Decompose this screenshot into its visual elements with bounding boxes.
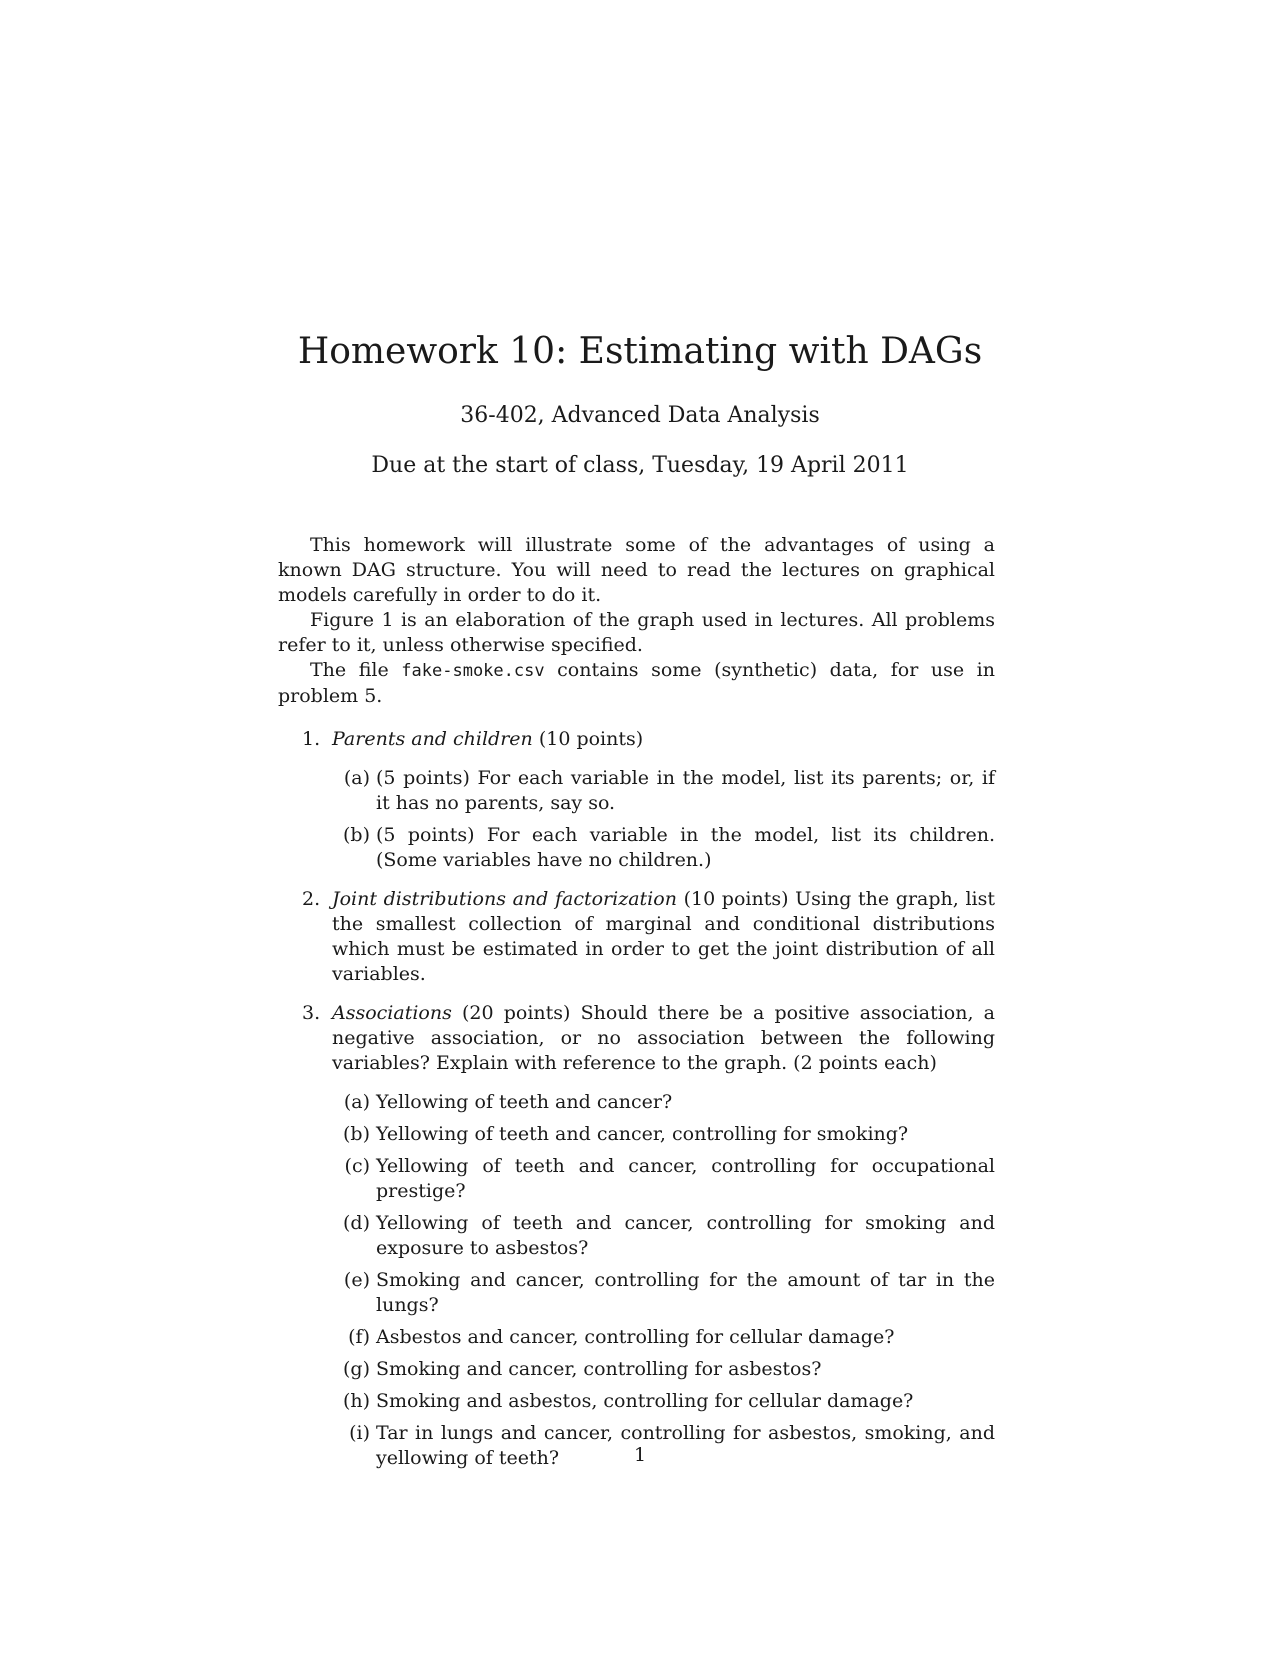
subquestion [332, 823, 995, 873]
question-topic: Joint distributions and factorization [332, 888, 677, 910]
subquestion-letter: (d) [343, 1212, 370, 1234]
subquestion-text: Asbestos and cancer, controlling for cellular damage? [376, 1326, 895, 1348]
subquestion-text: Smoking and cancer, controlling for asbestos? [376, 1358, 822, 1380]
question-topic: Parents and children [332, 728, 533, 750]
intro-paragraph-3 [278, 658, 995, 709]
subquestion [332, 766, 995, 816]
subquestion-letter: (c) [344, 1155, 370, 1177]
question-1 [278, 727, 995, 873]
course-line: 36-402, Advanced Data Analysis [460, 403, 820, 428]
subquestion [332, 1122, 995, 1147]
subquestion-letter: (h) [342, 1390, 370, 1412]
subquestion [332, 1090, 995, 1115]
subquestion-list [332, 1090, 995, 1471]
question-text: (10 points) [532, 728, 644, 750]
subquestion-letter: (a) [343, 767, 370, 789]
subquestion [332, 1154, 995, 1204]
page-number: 1 [633, 1444, 647, 1466]
intro-p3-before: The file [310, 659, 402, 681]
subquestion-letter: (a) [343, 1091, 370, 1113]
due-date-line: Due at the start of class, Tuesday, 19 April 2011 [371, 453, 909, 478]
subquestion-letter: (e) [343, 1269, 370, 1291]
subquestion [332, 1211, 995, 1261]
subquestion-list [332, 766, 995, 873]
question-text: (10 points) Using the graph, list the smallest collection of marginal and conditional distributions which must be estimated in order to get the joint distribution of all variables. [332, 888, 995, 985]
question-list [278, 727, 995, 1485]
intro-p3-after: contains some (synthetic) data, for use in problem 5. [278, 659, 995, 707]
question-number: 3. [302, 1002, 321, 1024]
intro-section [278, 533, 995, 709]
intro-paragraph-2: Figure 1 is an elaboration of the graph used in lectures. All problems refer to it, unless otherwise specified. [278, 609, 995, 656]
question-number: 2. [302, 888, 321, 910]
question-number: 1. [302, 728, 321, 750]
subquestion-text: Yellowing of teeth and cancer, controlling for occupational prestige? [376, 1155, 995, 1202]
question-2 [278, 887, 995, 987]
question-text: (20 points) Should there be a positive association, a negative association, or no association between the following variables? Explain with reference to the graph. (2 points each) [332, 1002, 995, 1074]
subquestion-letter: (i) [349, 1422, 370, 1444]
subquestion-text: Yellowing of teeth and cancer, controlling for smoking and exposure to asbestos? [376, 1212, 995, 1259]
data-filename: fake-smoke.csv [401, 661, 545, 681]
subquestion [332, 1268, 995, 1318]
question-3 [278, 1001, 995, 1471]
intro-paragraph-1: This homework will illustrate some of the advantages of using a known DAG structure. You will need to read the lectures on graphical models carefully in order to do it. [278, 534, 995, 606]
subquestion-letter: (b) [343, 824, 370, 846]
subquestion-letter: (f) [348, 1326, 370, 1348]
subquestion-text: (5 points) For each variable in the model, list its children. (Some variables have no children.) [376, 824, 995, 871]
subquestion [332, 1325, 995, 1350]
subquestion-letter: (g) [343, 1358, 370, 1380]
subquestion-text: Yellowing of teeth and cancer? [376, 1091, 673, 1113]
subquestion-letter: (b) [343, 1123, 370, 1145]
document-title: Homework 10: Estimating with DAGs [297, 331, 983, 372]
subquestion-text: Smoking and cancer, controlling for the amount of tar in the lungs? [376, 1269, 995, 1316]
subquestion-text: Tar in lungs and cancer, controlling for asbestos, smoking, and yellowing of teeth? [376, 1422, 995, 1469]
subquestion-text: (5 points) For each variable in the model, list its parents; or, if it has no parents, say so. [376, 767, 995, 814]
subquestion [332, 1389, 995, 1414]
subquestion-text: Smoking and asbestos, controlling for cellular damage? [376, 1390, 914, 1412]
question-topic: Associations [332, 1002, 452, 1024]
subquestion [332, 1357, 995, 1382]
subquestion-text: Yellowing of teeth and cancer, controlling for smoking? [376, 1123, 909, 1145]
